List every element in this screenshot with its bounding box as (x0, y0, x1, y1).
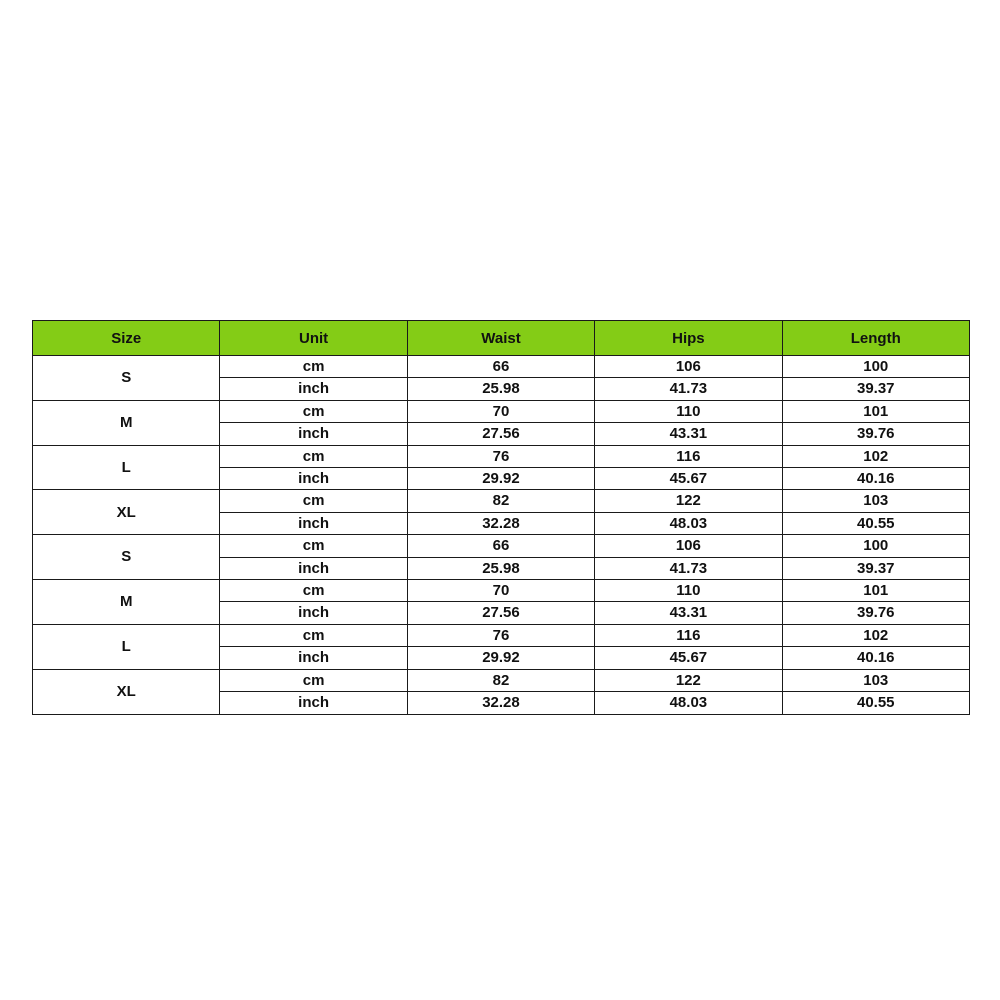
hips-cell: 45.67 (595, 647, 782, 669)
waist-cell: 25.98 (407, 378, 594, 400)
hips-cell: 41.73 (595, 557, 782, 579)
waist-cell: 32.28 (407, 512, 594, 534)
unit-cell: cm (220, 490, 407, 512)
waist-cell: 29.92 (407, 647, 594, 669)
waist-cell: 32.28 (407, 692, 594, 714)
unit-cell: cm (220, 445, 407, 467)
table-row (33, 490, 970, 512)
unit-cell: cm (220, 535, 407, 557)
length-cell: 102 (782, 624, 969, 646)
length-cell: 39.76 (782, 602, 969, 624)
size-cell: S (33, 356, 220, 401)
hips-cell: 122 (595, 490, 782, 512)
length-cell: 39.76 (782, 423, 969, 445)
size-cell: M (33, 400, 220, 445)
hips-cell: 116 (595, 624, 782, 646)
hips-cell: 110 (595, 580, 782, 602)
length-cell: 39.37 (782, 378, 969, 400)
unit-cell: cm (220, 400, 407, 422)
waist-cell: 76 (407, 624, 594, 646)
hips-cell: 43.31 (595, 423, 782, 445)
length-cell: 100 (782, 535, 969, 557)
length-cell: 103 (782, 490, 969, 512)
table-row (33, 669, 970, 691)
size-cell: M (33, 580, 220, 625)
unit-cell: cm (220, 669, 407, 691)
table-row (33, 580, 970, 602)
header-length: Length (782, 321, 969, 356)
length-cell: 40.55 (782, 512, 969, 534)
length-cell: 40.16 (782, 647, 969, 669)
waist-cell: 25.98 (407, 557, 594, 579)
header-size: Size (33, 321, 220, 356)
table-row (33, 400, 970, 422)
hips-cell: 106 (595, 535, 782, 557)
waist-cell: 70 (407, 580, 594, 602)
waist-cell: 82 (407, 490, 594, 512)
waist-cell: 66 (407, 356, 594, 378)
header-hips: Hips (595, 321, 782, 356)
header-unit: Unit (220, 321, 407, 356)
length-cell: 40.16 (782, 468, 969, 490)
table-row (33, 445, 970, 467)
size-cell: L (33, 624, 220, 669)
size-cell: L (33, 445, 220, 490)
hips-cell: 45.67 (595, 468, 782, 490)
unit-cell: inch (220, 602, 407, 624)
length-cell: 101 (782, 400, 969, 422)
waist-cell: 27.56 (407, 602, 594, 624)
unit-cell: inch (220, 557, 407, 579)
unit-cell: cm (220, 624, 407, 646)
hips-cell: 48.03 (595, 512, 782, 534)
length-cell: 103 (782, 669, 969, 691)
hips-cell: 122 (595, 669, 782, 691)
hips-cell: 48.03 (595, 692, 782, 714)
hips-cell: 110 (595, 400, 782, 422)
length-cell: 40.55 (782, 692, 969, 714)
hips-cell: 41.73 (595, 378, 782, 400)
length-cell: 100 (782, 356, 969, 378)
table-row (33, 535, 970, 557)
waist-cell: 29.92 (407, 468, 594, 490)
hips-cell: 116 (595, 445, 782, 467)
unit-cell: inch (220, 468, 407, 490)
size-chart-table (32, 320, 970, 715)
waist-cell: 27.56 (407, 423, 594, 445)
table-body (33, 356, 970, 715)
header-waist: Waist (407, 321, 594, 356)
header-row (33, 321, 970, 356)
waist-cell: 76 (407, 445, 594, 467)
unit-cell: inch (220, 647, 407, 669)
unit-cell: inch (220, 378, 407, 400)
unit-cell: inch (220, 692, 407, 714)
table-row (33, 624, 970, 646)
waist-cell: 66 (407, 535, 594, 557)
size-cell: XL (33, 490, 220, 535)
waist-cell: 70 (407, 400, 594, 422)
hips-cell: 106 (595, 356, 782, 378)
length-cell: 39.37 (782, 557, 969, 579)
length-cell: 101 (782, 580, 969, 602)
size-cell: XL (33, 669, 220, 714)
unit-cell: cm (220, 356, 407, 378)
hips-cell: 43.31 (595, 602, 782, 624)
table-header (33, 321, 970, 356)
unit-cell: inch (220, 423, 407, 445)
waist-cell: 82 (407, 669, 594, 691)
table-row (33, 356, 970, 378)
length-cell: 102 (782, 445, 969, 467)
unit-cell: cm (220, 580, 407, 602)
unit-cell: inch (220, 512, 407, 534)
size-cell: S (33, 535, 220, 580)
